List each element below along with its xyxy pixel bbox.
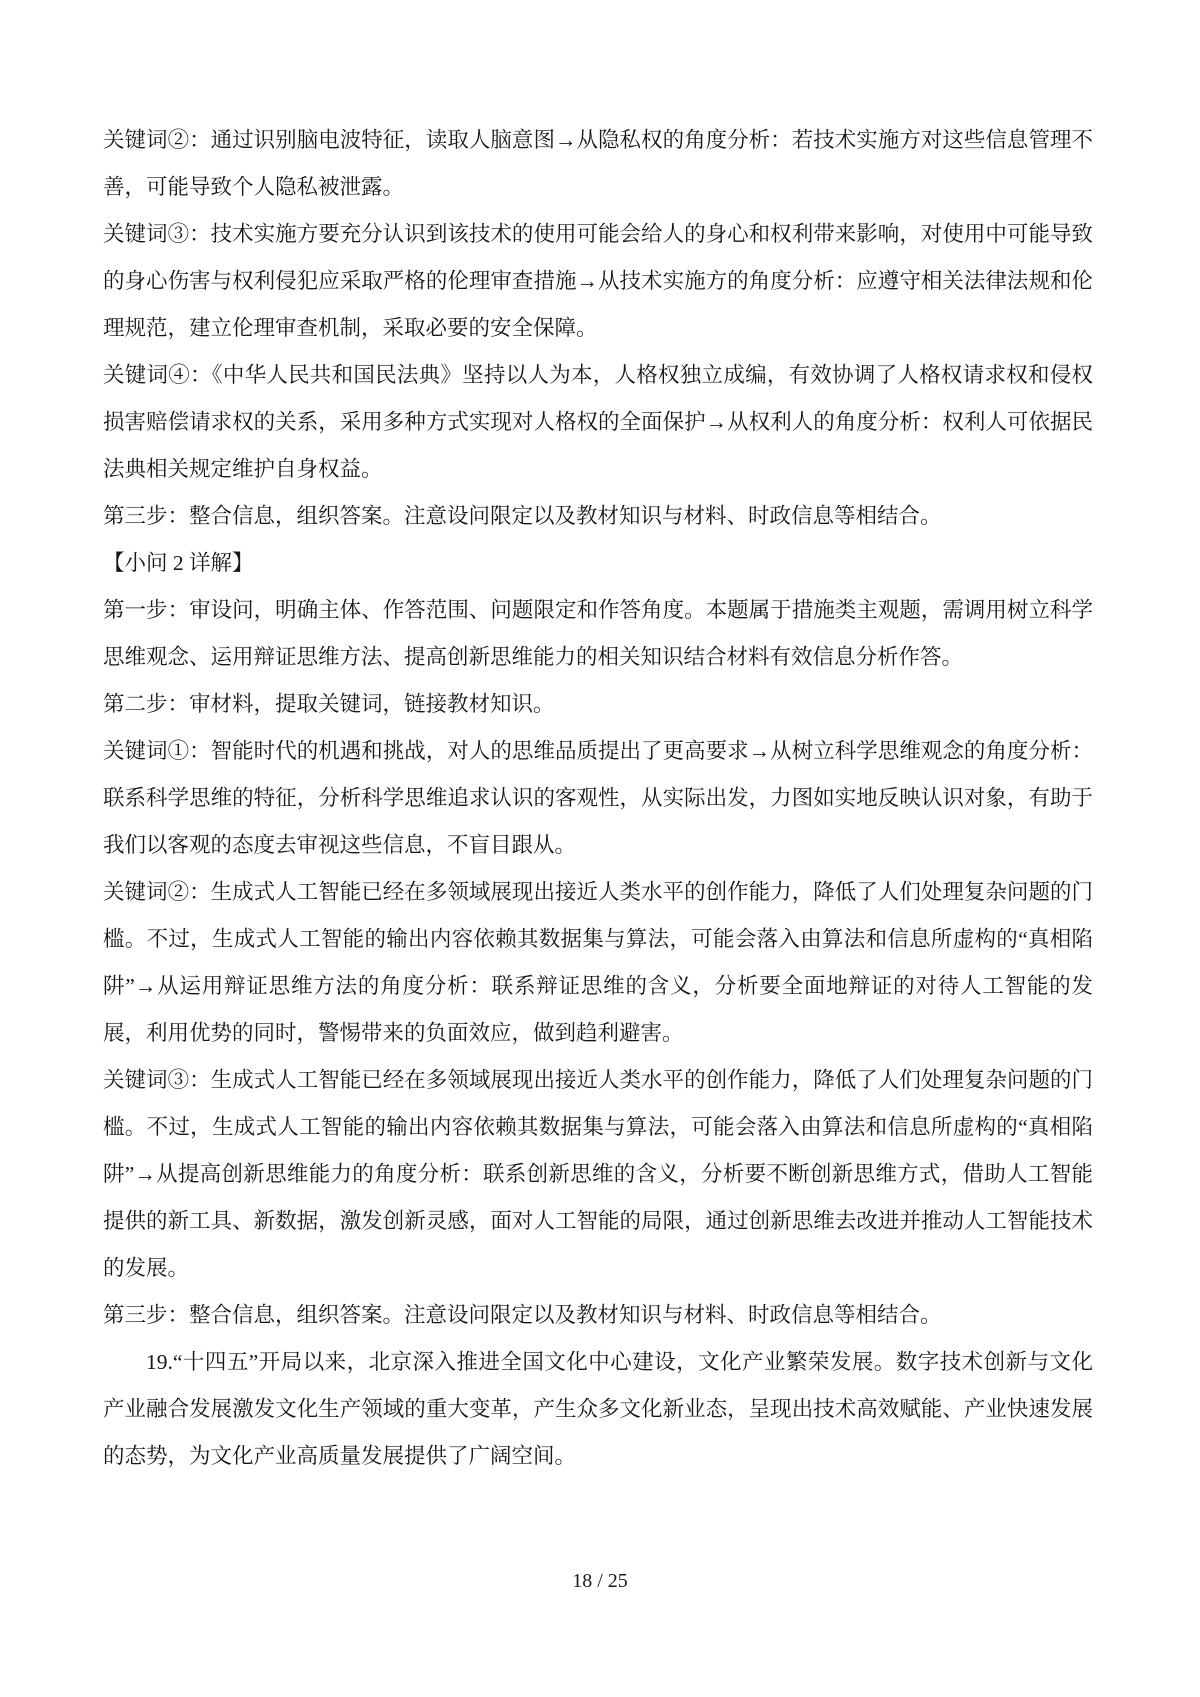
paragraph-keyword4-civil-code: 关键词④：《中华人民共和国民法典》坚持以人为本，人格权独立成编，有效协调了人格权请求权和侵权损害赔偿请求权的关系，采用多种方式实现对人格权的全面保护→从权利人的角度分析：权利人可依据民法典相关规定维护自身权益。	[103, 363, 1093, 481]
section-header-subquestion2: 【小问 2 详解】	[103, 551, 254, 575]
paragraph-step2: 第二步：审材料，提取关键词，链接教材知识。	[103, 692, 555, 716]
paragraph-keyword1-scientific: 关键词①：智能时代的机遇和挑战，对人的思维品质提出了更高要求→从树立科学思维观念的角度分析：联系科学思维的特征，分析科学思维追求认识的客观性，从实际出发，力图如实地反映认识对象，有助于我们以客观的态度去审视这些信息，不盲目跟从。	[103, 739, 1093, 857]
paragraph-question19-stem: 19.“十四五”开局以来，北京深入推进全国文化中心建设，文化产业繁荣发展。数字技术创新与文化产业融合发展激发文化生产领域的重大变革，产生众多文化新业态，呈现出技术高效赋能、产业快速发展的态势，为文化产业高质量发展提供了广阔空间。	[103, 1350, 1093, 1468]
document-body	[103, 117, 1093, 1480]
paragraph-keyword3-implementer: 关键词③：技术实施方要充分认识到该技术的使用可能会给人的身心和权利带来影响，对使用中可能导致的身心伤害与权利侵犯应采取严格的伦理审查措施→从技术实施方的角度分析：应遵守相关法律法规和伦理规范，建立伦理审查机制，采取必要的安全保障。	[103, 222, 1093, 340]
paragraph-keyword3-innovative: 关键词③：生成式人工智能已经在多领域展现出接近人类水平的创作能力，降低了人们处理复杂问题的门槛。不过，生成式人工智能的输出内容依赖其数据集与算法，可能会落入由算法和信息所虚构的“真相陷阱”→从提高创新思维能力的角度分析：联系创新思维的含义，分析要不断创新思维方式，借助人工智能提供的新工具、新数据，激发创新灵感，面对人工智能的局限，通过创新思维去改进并推动人工智能技术的发展。	[103, 1068, 1093, 1280]
page-footer	[0, 1566, 1200, 1596]
page-number: 18 / 25	[572, 1570, 628, 1592]
paragraph-step3-second: 第三步：整合信息，组织答案。注意设问限定以及教材知识与材料、时政信息等相结合。	[103, 1303, 942, 1327]
paragraph-step1: 第一步：审设问，明确主体、作答范围、问题限定和作答角度。本题属于措施类主观题，需调用树立科学思维观念、运用辩证思维方法、提高创新思维能力的相关知识结合材料有效信息分析作答。	[103, 598, 1093, 669]
paragraph-step3-first: 第三步：整合信息，组织答案。注意设问限定以及教材知识与材料、时政信息等相结合。	[103, 504, 942, 528]
paragraph-keyword2-dialectical: 关键词②：生成式人工智能已经在多领域展现出接近人类水平的创作能力，降低了人们处理复杂问题的门槛。不过，生成式人工智能的输出内容依赖其数据集与算法，可能会落入由算法和信息所虚构的“真相陷阱”→从运用辩证思维方法的角度分析：联系辩证思维的含义，分析要全面地辩证的对待人工智能的发展，利用优势的同时，警惕带来的负面效应，做到趋利避害。	[103, 880, 1093, 1045]
paragraph-keyword2-privacy: 关键词②：通过识别脑电波特征，读取人脑意图→从隐私权的角度分析：若技术实施方对这些信息管理不善，可能导致个人隐私被泄露。	[103, 128, 1093, 199]
